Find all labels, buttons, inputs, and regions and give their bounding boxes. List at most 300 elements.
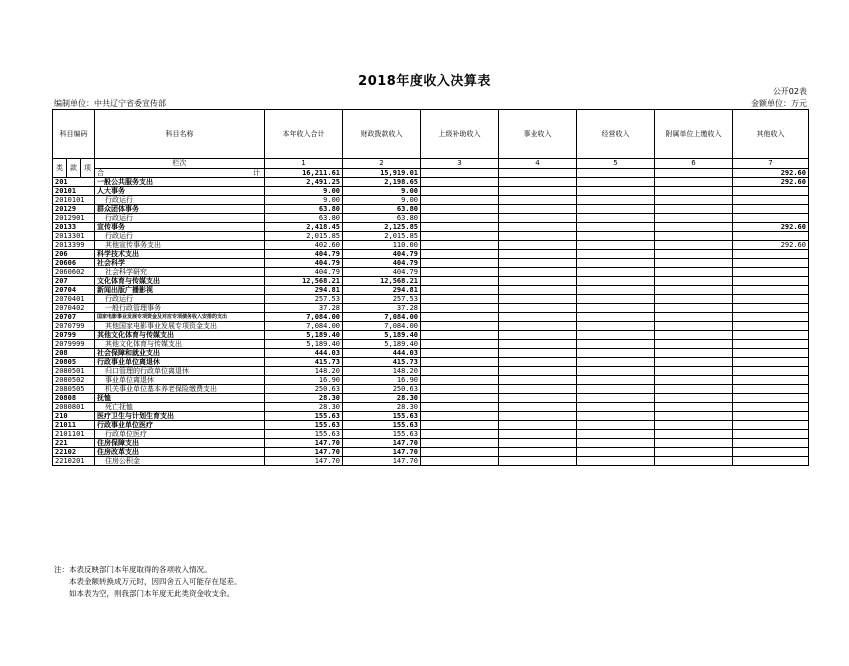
row-name: 行政事业单位离退休	[95, 358, 265, 367]
row-name: 行政单位医疗	[95, 430, 265, 439]
table-row	[53, 412, 809, 421]
row-v4	[499, 457, 577, 466]
row-v4	[499, 322, 577, 331]
table-row	[53, 385, 809, 394]
row-v3	[421, 457, 499, 466]
row-v6	[655, 223, 733, 232]
row-name: 人大事务	[95, 187, 265, 196]
row-v7	[733, 376, 809, 385]
row-v6	[655, 313, 733, 322]
table-row	[53, 196, 809, 205]
row-v4	[499, 223, 577, 232]
row-v7	[733, 322, 809, 331]
header-xiang: 项	[81, 159, 95, 178]
row-code: 2080502	[53, 376, 95, 385]
row-name: 行政运行	[95, 214, 265, 223]
total-label-1: 合	[97, 168, 104, 177]
row-v4	[499, 394, 577, 403]
row-code: 20606	[53, 259, 95, 268]
row-v7	[733, 403, 809, 412]
row-code: 22102	[53, 448, 95, 457]
note-2: 本表金额转换成万元时，因四舍五入可能存在尾差。	[69, 577, 242, 586]
row-v3	[421, 205, 499, 214]
row-v5	[577, 394, 655, 403]
row-v3	[421, 322, 499, 331]
row-name: 文化体育与传媒支出	[95, 277, 265, 286]
row-v4	[499, 295, 577, 304]
row-v2: 110.00	[343, 241, 421, 250]
row-v6	[655, 457, 733, 466]
row-v4	[499, 439, 577, 448]
row-v2: 155.63	[343, 421, 421, 430]
total-row	[53, 168, 809, 178]
row-v6	[655, 268, 733, 277]
row-v1: 2,491.25	[265, 178, 343, 187]
row-name: 一般公共服务支出	[95, 178, 265, 187]
row-code: 201	[53, 178, 95, 187]
table-row	[53, 349, 809, 358]
row-v2: 294.81	[343, 286, 421, 295]
row-v1: 148.20	[265, 367, 343, 376]
row-code: 2080501	[53, 367, 95, 376]
row-name: 社会科学	[95, 259, 265, 268]
row-v1: 147.70	[265, 457, 343, 466]
row-v4	[499, 304, 577, 313]
row-v2: 37.28	[343, 304, 421, 313]
row-v3	[421, 277, 499, 286]
row-code: 210	[53, 412, 95, 421]
row-v5	[577, 178, 655, 187]
row-v3	[421, 304, 499, 313]
row-v5	[577, 232, 655, 241]
table-row	[53, 439, 809, 448]
row-v3	[421, 358, 499, 367]
row-v4	[499, 430, 577, 439]
row-v2: 9.00	[343, 196, 421, 205]
row-v1: 257.53	[265, 295, 343, 304]
row-code: 20805	[53, 358, 95, 367]
header-col-1: 本年收入合计	[265, 110, 343, 159]
col-num-4: 4	[499, 159, 577, 169]
row-v1: 147.70	[265, 439, 343, 448]
row-v7: 292.60	[733, 178, 809, 187]
row-v7: 292.60	[733, 223, 809, 232]
row-v5	[577, 196, 655, 205]
row-v1: 415.73	[265, 358, 343, 367]
table-row	[53, 178, 809, 187]
row-v1: 5,189.40	[265, 331, 343, 340]
total-v7: 292.60	[733, 168, 809, 178]
row-name: 社会保障和就业支出	[95, 349, 265, 358]
row-v6	[655, 196, 733, 205]
row-v7: 292.60	[733, 241, 809, 250]
table-row	[53, 340, 809, 349]
row-v6	[655, 277, 733, 286]
row-v5	[577, 376, 655, 385]
row-v1: 37.28	[265, 304, 343, 313]
table-row	[53, 295, 809, 304]
row-v2: 148.20	[343, 367, 421, 376]
row-name: 行政事业单位医疗	[95, 421, 265, 430]
row-v7	[733, 349, 809, 358]
row-v2: 2,015.85	[343, 232, 421, 241]
row-v4	[499, 358, 577, 367]
row-v6	[655, 232, 733, 241]
row-v1: 16.90	[265, 376, 343, 385]
row-code: 206	[53, 250, 95, 259]
row-name: 医疗卫生与计划生育支出	[95, 412, 265, 421]
total-label	[95, 168, 265, 178]
row-code: 2060602	[53, 268, 95, 277]
row-v5	[577, 421, 655, 430]
row-v2: 404.79	[343, 250, 421, 259]
row-v2: 28.30	[343, 394, 421, 403]
form-number: 公开02表	[772, 87, 807, 96]
row-name: 住房保障支出	[95, 439, 265, 448]
row-v6	[655, 241, 733, 250]
row-v7	[733, 286, 809, 295]
row-v4	[499, 277, 577, 286]
table-row	[53, 304, 809, 313]
header-row	[53, 110, 809, 159]
row-code: 20133	[53, 223, 95, 232]
table-row	[53, 448, 809, 457]
row-v2: 9.00	[343, 187, 421, 196]
row-name: 国家电影事业发展专项资金及对应专项债务收入安排的支出	[95, 313, 265, 322]
row-code: 2013399	[53, 241, 95, 250]
row-name: 事业单位离退休	[95, 376, 265, 385]
row-code: 21011	[53, 421, 95, 430]
row-v6	[655, 250, 733, 259]
row-v1: 63.80	[265, 205, 343, 214]
row-v4	[499, 340, 577, 349]
row-v4	[499, 403, 577, 412]
row-v2: 63.80	[343, 214, 421, 223]
row-v1: 294.81	[265, 286, 343, 295]
row-v4	[499, 187, 577, 196]
row-v7	[733, 268, 809, 277]
row-v2: 404.79	[343, 268, 421, 277]
row-v4	[499, 448, 577, 457]
header-name: 科目名称	[95, 110, 265, 159]
row-v4	[499, 412, 577, 421]
row-v7	[733, 439, 809, 448]
row-code: 2012901	[53, 214, 95, 223]
row-code: 2080801	[53, 403, 95, 412]
row-v3	[421, 448, 499, 457]
row-v7	[733, 412, 809, 421]
row-code: 221	[53, 439, 95, 448]
row-v2: 7,084.00	[343, 322, 421, 331]
row-v1: 250.63	[265, 385, 343, 394]
row-code: 2101101	[53, 430, 95, 439]
row-code: 20808	[53, 394, 95, 403]
row-v3	[421, 268, 499, 277]
row-code: 207	[53, 277, 95, 286]
row-v2: 415.73	[343, 358, 421, 367]
row-v1: 402.60	[265, 241, 343, 250]
row-v6	[655, 385, 733, 394]
row-v7	[733, 205, 809, 214]
note-3: 如本表为空，则我部门本年度无此类资金收支余。	[69, 589, 234, 598]
row-v5	[577, 313, 655, 322]
row-v7	[733, 277, 809, 286]
row-v1: 12,568.21	[265, 277, 343, 286]
row-v5	[577, 349, 655, 358]
income-table	[52, 109, 809, 466]
row-v6	[655, 286, 733, 295]
row-v6	[655, 394, 733, 403]
row-v3	[421, 439, 499, 448]
table-row	[53, 232, 809, 241]
table-row	[53, 367, 809, 376]
row-v5	[577, 358, 655, 367]
row-v7	[733, 358, 809, 367]
note-1: 注：本表反映部门本年度取得的各项收入情况。	[54, 565, 212, 574]
row-v6	[655, 205, 733, 214]
row-v2: 2,198.65	[343, 178, 421, 187]
row-v4	[499, 178, 577, 187]
row-code: 2079999	[53, 340, 95, 349]
row-v3	[421, 232, 499, 241]
row-v6	[655, 295, 733, 304]
row-v6	[655, 187, 733, 196]
header-col-7: 其他收入	[733, 110, 809, 159]
row-v1: 404.79	[265, 268, 343, 277]
row-v4	[499, 250, 577, 259]
row-v5	[577, 277, 655, 286]
row-v1: 404.79	[265, 259, 343, 268]
table-row	[53, 421, 809, 430]
row-v2: 257.53	[343, 295, 421, 304]
row-v6	[655, 331, 733, 340]
row-v1: 444.03	[265, 349, 343, 358]
row-v7	[733, 259, 809, 268]
row-v4	[499, 232, 577, 241]
table-row	[53, 241, 809, 250]
row-name: 其他宣传事务支出	[95, 241, 265, 250]
row-name: 群众团体事务	[95, 205, 265, 214]
column-number-row	[53, 159, 809, 169]
row-code: 2070401	[53, 295, 95, 304]
row-v5	[577, 385, 655, 394]
row-v4	[499, 349, 577, 358]
table-row	[53, 223, 809, 232]
row-v5	[577, 286, 655, 295]
row-name: 住房公积金	[95, 457, 265, 466]
row-name: 行政运行	[95, 295, 265, 304]
row-v1: 7,084.00	[265, 322, 343, 331]
table-row	[53, 331, 809, 340]
total-v1: 16,211.61	[265, 168, 343, 178]
row-v4	[499, 313, 577, 322]
row-v2: 7,084.00	[343, 313, 421, 322]
row-v6	[655, 448, 733, 457]
table-row	[53, 268, 809, 277]
row-name: 其他国家电影事业发展专项资金支出	[95, 322, 265, 331]
table-row	[53, 376, 809, 385]
row-name: 新闻出版广播影视	[95, 286, 265, 295]
header-lei: 类	[53, 159, 67, 178]
header-col-2: 财政拨款收入	[343, 110, 421, 159]
row-code: 2013301	[53, 232, 95, 241]
row-v4	[499, 331, 577, 340]
row-v7	[733, 421, 809, 430]
row-v5	[577, 367, 655, 376]
table-row	[53, 286, 809, 295]
row-v2: 147.70	[343, 448, 421, 457]
table-row	[53, 394, 809, 403]
row-v3	[421, 223, 499, 232]
row-v1: 2,015.85	[265, 232, 343, 241]
row-v6	[655, 322, 733, 331]
row-v2: 404.79	[343, 259, 421, 268]
row-v5	[577, 268, 655, 277]
col-num-6: 6	[655, 159, 733, 169]
row-v7	[733, 196, 809, 205]
row-code: 20799	[53, 331, 95, 340]
row-v6	[655, 421, 733, 430]
row-name: 归口管理的行政单位离退休	[95, 367, 265, 376]
row-v7	[733, 232, 809, 241]
row-v6	[655, 178, 733, 187]
row-v3	[421, 187, 499, 196]
row-v1: 5,189.40	[265, 340, 343, 349]
row-v7	[733, 385, 809, 394]
row-code: 2080505	[53, 385, 95, 394]
row-v4	[499, 376, 577, 385]
row-v4	[499, 286, 577, 295]
table-row	[53, 358, 809, 367]
row-v3	[421, 331, 499, 340]
header-col-5: 经营收入	[577, 110, 655, 159]
row-v1: 155.63	[265, 430, 343, 439]
row-code: 2010101	[53, 196, 95, 205]
row-code: 20101	[53, 187, 95, 196]
row-v3	[421, 286, 499, 295]
amount-unit: 金额单位：万元	[751, 99, 807, 108]
row-v7	[733, 394, 809, 403]
row-v6	[655, 439, 733, 448]
row-v5	[577, 223, 655, 232]
row-v7	[733, 448, 809, 457]
row-v3	[421, 421, 499, 430]
row-v3	[421, 385, 499, 394]
total-v2: 15,919.01	[343, 168, 421, 178]
row-v3	[421, 196, 499, 205]
table-row	[53, 259, 809, 268]
row-v6	[655, 259, 733, 268]
table-row	[53, 214, 809, 223]
header-col-3: 上级补助收入	[421, 110, 499, 159]
row-v3	[421, 349, 499, 358]
row-v6	[655, 349, 733, 358]
row-v4	[499, 205, 577, 214]
row-v2: 16.90	[343, 376, 421, 385]
header-kuan: 款	[67, 159, 81, 178]
row-v5	[577, 250, 655, 259]
row-v6	[655, 376, 733, 385]
col-num-7: 7	[733, 159, 809, 169]
row-v6	[655, 367, 733, 376]
row-v5	[577, 331, 655, 340]
row-v4	[499, 196, 577, 205]
row-v3	[421, 430, 499, 439]
row-v2: 2,125.85	[343, 223, 421, 232]
total-v3	[421, 168, 499, 178]
row-v6	[655, 340, 733, 349]
row-v5	[577, 412, 655, 421]
row-v5	[577, 340, 655, 349]
row-v4	[499, 385, 577, 394]
row-v7	[733, 214, 809, 223]
row-v1: 9.00	[265, 196, 343, 205]
row-v1: 404.79	[265, 250, 343, 259]
row-v1: 9.00	[265, 187, 343, 196]
row-v6	[655, 214, 733, 223]
row-v7	[733, 457, 809, 466]
row-v2: 63.80	[343, 205, 421, 214]
row-v7	[733, 331, 809, 340]
table-row	[53, 187, 809, 196]
row-name: 科学技术支出	[95, 250, 265, 259]
table-row	[53, 205, 809, 214]
row-v5	[577, 439, 655, 448]
table-row	[53, 277, 809, 286]
row-v2: 28.30	[343, 403, 421, 412]
row-v3	[421, 250, 499, 259]
total-label-2: 计	[253, 168, 260, 177]
row-v7	[733, 187, 809, 196]
row-v5	[577, 304, 655, 313]
row-v5	[577, 403, 655, 412]
total-v4	[499, 168, 577, 178]
row-v7	[733, 304, 809, 313]
row-code: 208	[53, 349, 95, 358]
row-code: 20707	[53, 313, 95, 322]
page-title: 2018年度收入决算表	[358, 74, 491, 89]
table-row	[53, 313, 809, 322]
header-code: 科目编码	[53, 110, 95, 159]
row-v2: 250.63	[343, 385, 421, 394]
row-v2: 12,568.21	[343, 277, 421, 286]
row-v4	[499, 367, 577, 376]
header-lanci: 栏次	[95, 159, 265, 169]
row-v1: 155.63	[265, 421, 343, 430]
row-v4	[499, 268, 577, 277]
row-v5	[577, 448, 655, 457]
row-v3	[421, 376, 499, 385]
footnotes	[54, 564, 242, 600]
table-row	[53, 403, 809, 412]
row-v5	[577, 457, 655, 466]
col-num-3: 3	[421, 159, 499, 169]
row-code: 2070799	[53, 322, 95, 331]
row-v4	[499, 214, 577, 223]
row-v7	[733, 250, 809, 259]
table-row	[53, 430, 809, 439]
row-v3	[421, 403, 499, 412]
row-v2: 444.03	[343, 349, 421, 358]
row-v1: 7,084.00	[265, 313, 343, 322]
row-v3	[421, 178, 499, 187]
row-v3	[421, 313, 499, 322]
row-v7	[733, 313, 809, 322]
row-v2: 5,189.40	[343, 331, 421, 340]
row-v6	[655, 403, 733, 412]
row-code: 20129	[53, 205, 95, 214]
row-v4	[499, 259, 577, 268]
